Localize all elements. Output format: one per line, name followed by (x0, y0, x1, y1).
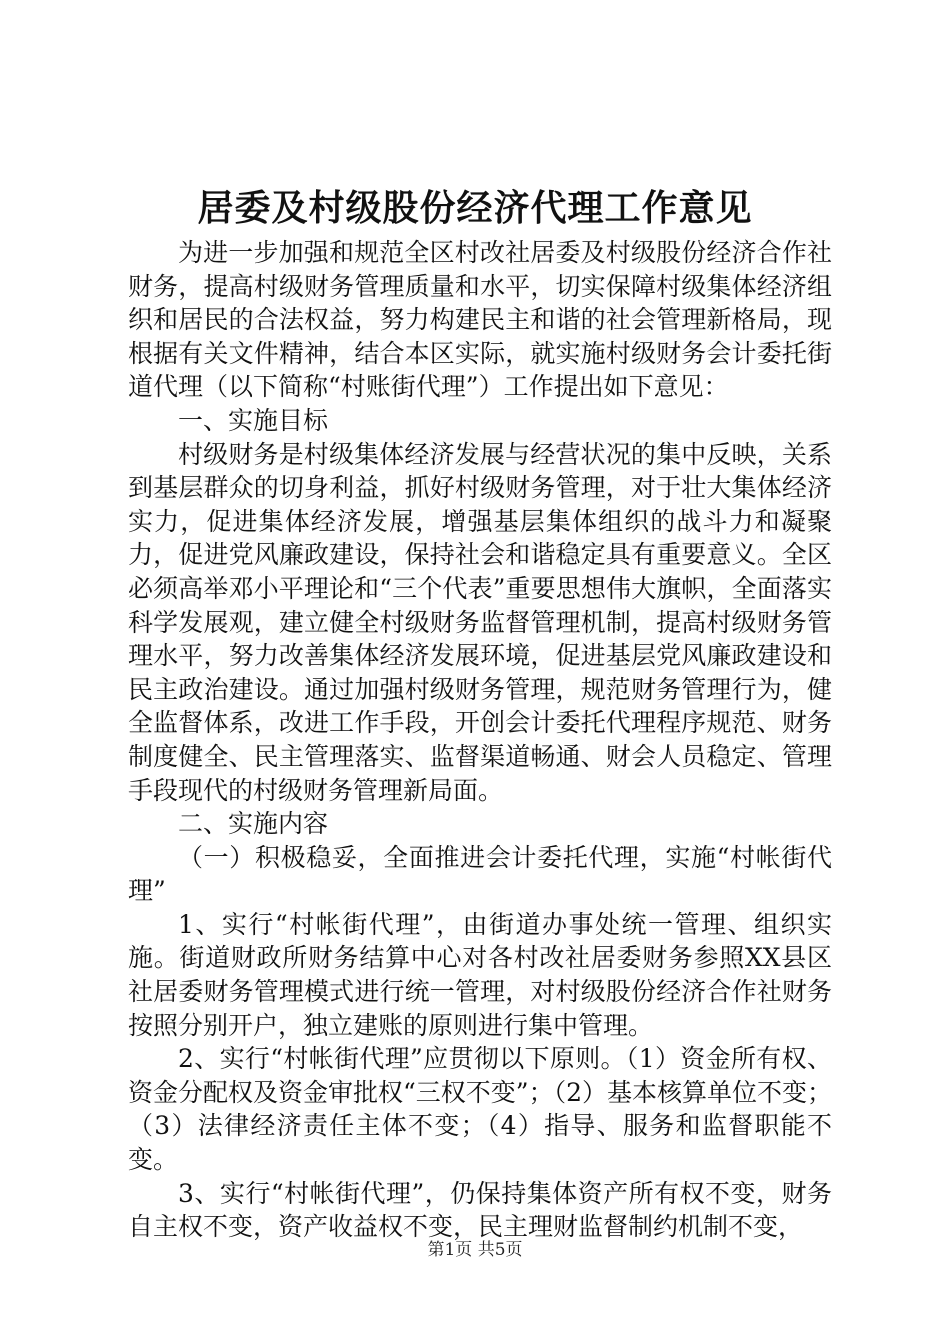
section-heading-1: 一、实施目标 (178, 405, 329, 435)
section-heading-2: 二、实施内容 (178, 809, 329, 839)
document-body (128, 236, 832, 1244)
paragraph-item-2: 2、实行“村帐街代理”应贯彻以下原则。（1）资金所有权、资金分配权及资金审批权“三权不变”；（2）基本核算单位不变；（3）法律经济责任主体不变；（4）指导、服务和监督职能不变。 (128, 1044, 832, 1175)
paragraph-item-3: 3、实行“村帐街代理”，仍保持集体资产所有权不变，财务自主权不变，资产收益权不变，民主理财监督制约机制不变， (128, 1178, 832, 1242)
paragraph-intro: 为进一步加强和规范全区村改社居委及村级股份经济合作社财务，提高村级财务管理质量和水平，切实保障村级集体经济组织和居民的合法权益，努力构建民主和谐的社会管理新格局，现根据有关文件精神，结合本区实际，就实施村级财务会计委托街道代理（以下简称“村账街代理”）工作提出如下意见： (128, 238, 832, 402)
document-title: 居委及村级股份经济代理工作意见 (197, 187, 753, 229)
page-footer: 第1页 共5页 (427, 1240, 523, 1260)
subsection-heading-1: （一）积极稳妥，全面推进会计委托代理，实施“村帐街代理” (128, 842, 832, 906)
paragraph-goals: 村级财务是村级集体经济发展与经营状况的集中反映，关系到基层群众的切身利益，抓好村级财务管理，对于壮大集体经济实力，促进集体经济发展，增强基层集体组织的战斗力和凝聚力，促进党风廉政建设，保持社会和谐稳定具有重要意义。全区必须高举邓小平理论和“三个代表”重要思想伟大旗帜，全面落实科学发展观，建立健全村级财务监督管理机制，提高村级财务管理水平，努力改善集体经济发展环境，促进基层党风廉政建设和民主政治建设。通过加强村级财务管理，规范财务管理行为，健全监督体系，改进工作手段，开创会计委托代理程序规范、财务制度健全、民主管理落实、监督渠道畅通、财会人员稳定、管理手段现代的村级财务管理新局面。 (128, 439, 832, 805)
paragraph-item-1: 1、实行“村帐街代理”，由街道办事处统一管理、组织实施。街道财政所财务结算中心对各村改社居委财务参照XX县区社居委财务管理模式进行统一管理，对村级股份经济合作社财务按照分别开户，独立建账的原则进行集中管理。 (128, 909, 832, 1040)
